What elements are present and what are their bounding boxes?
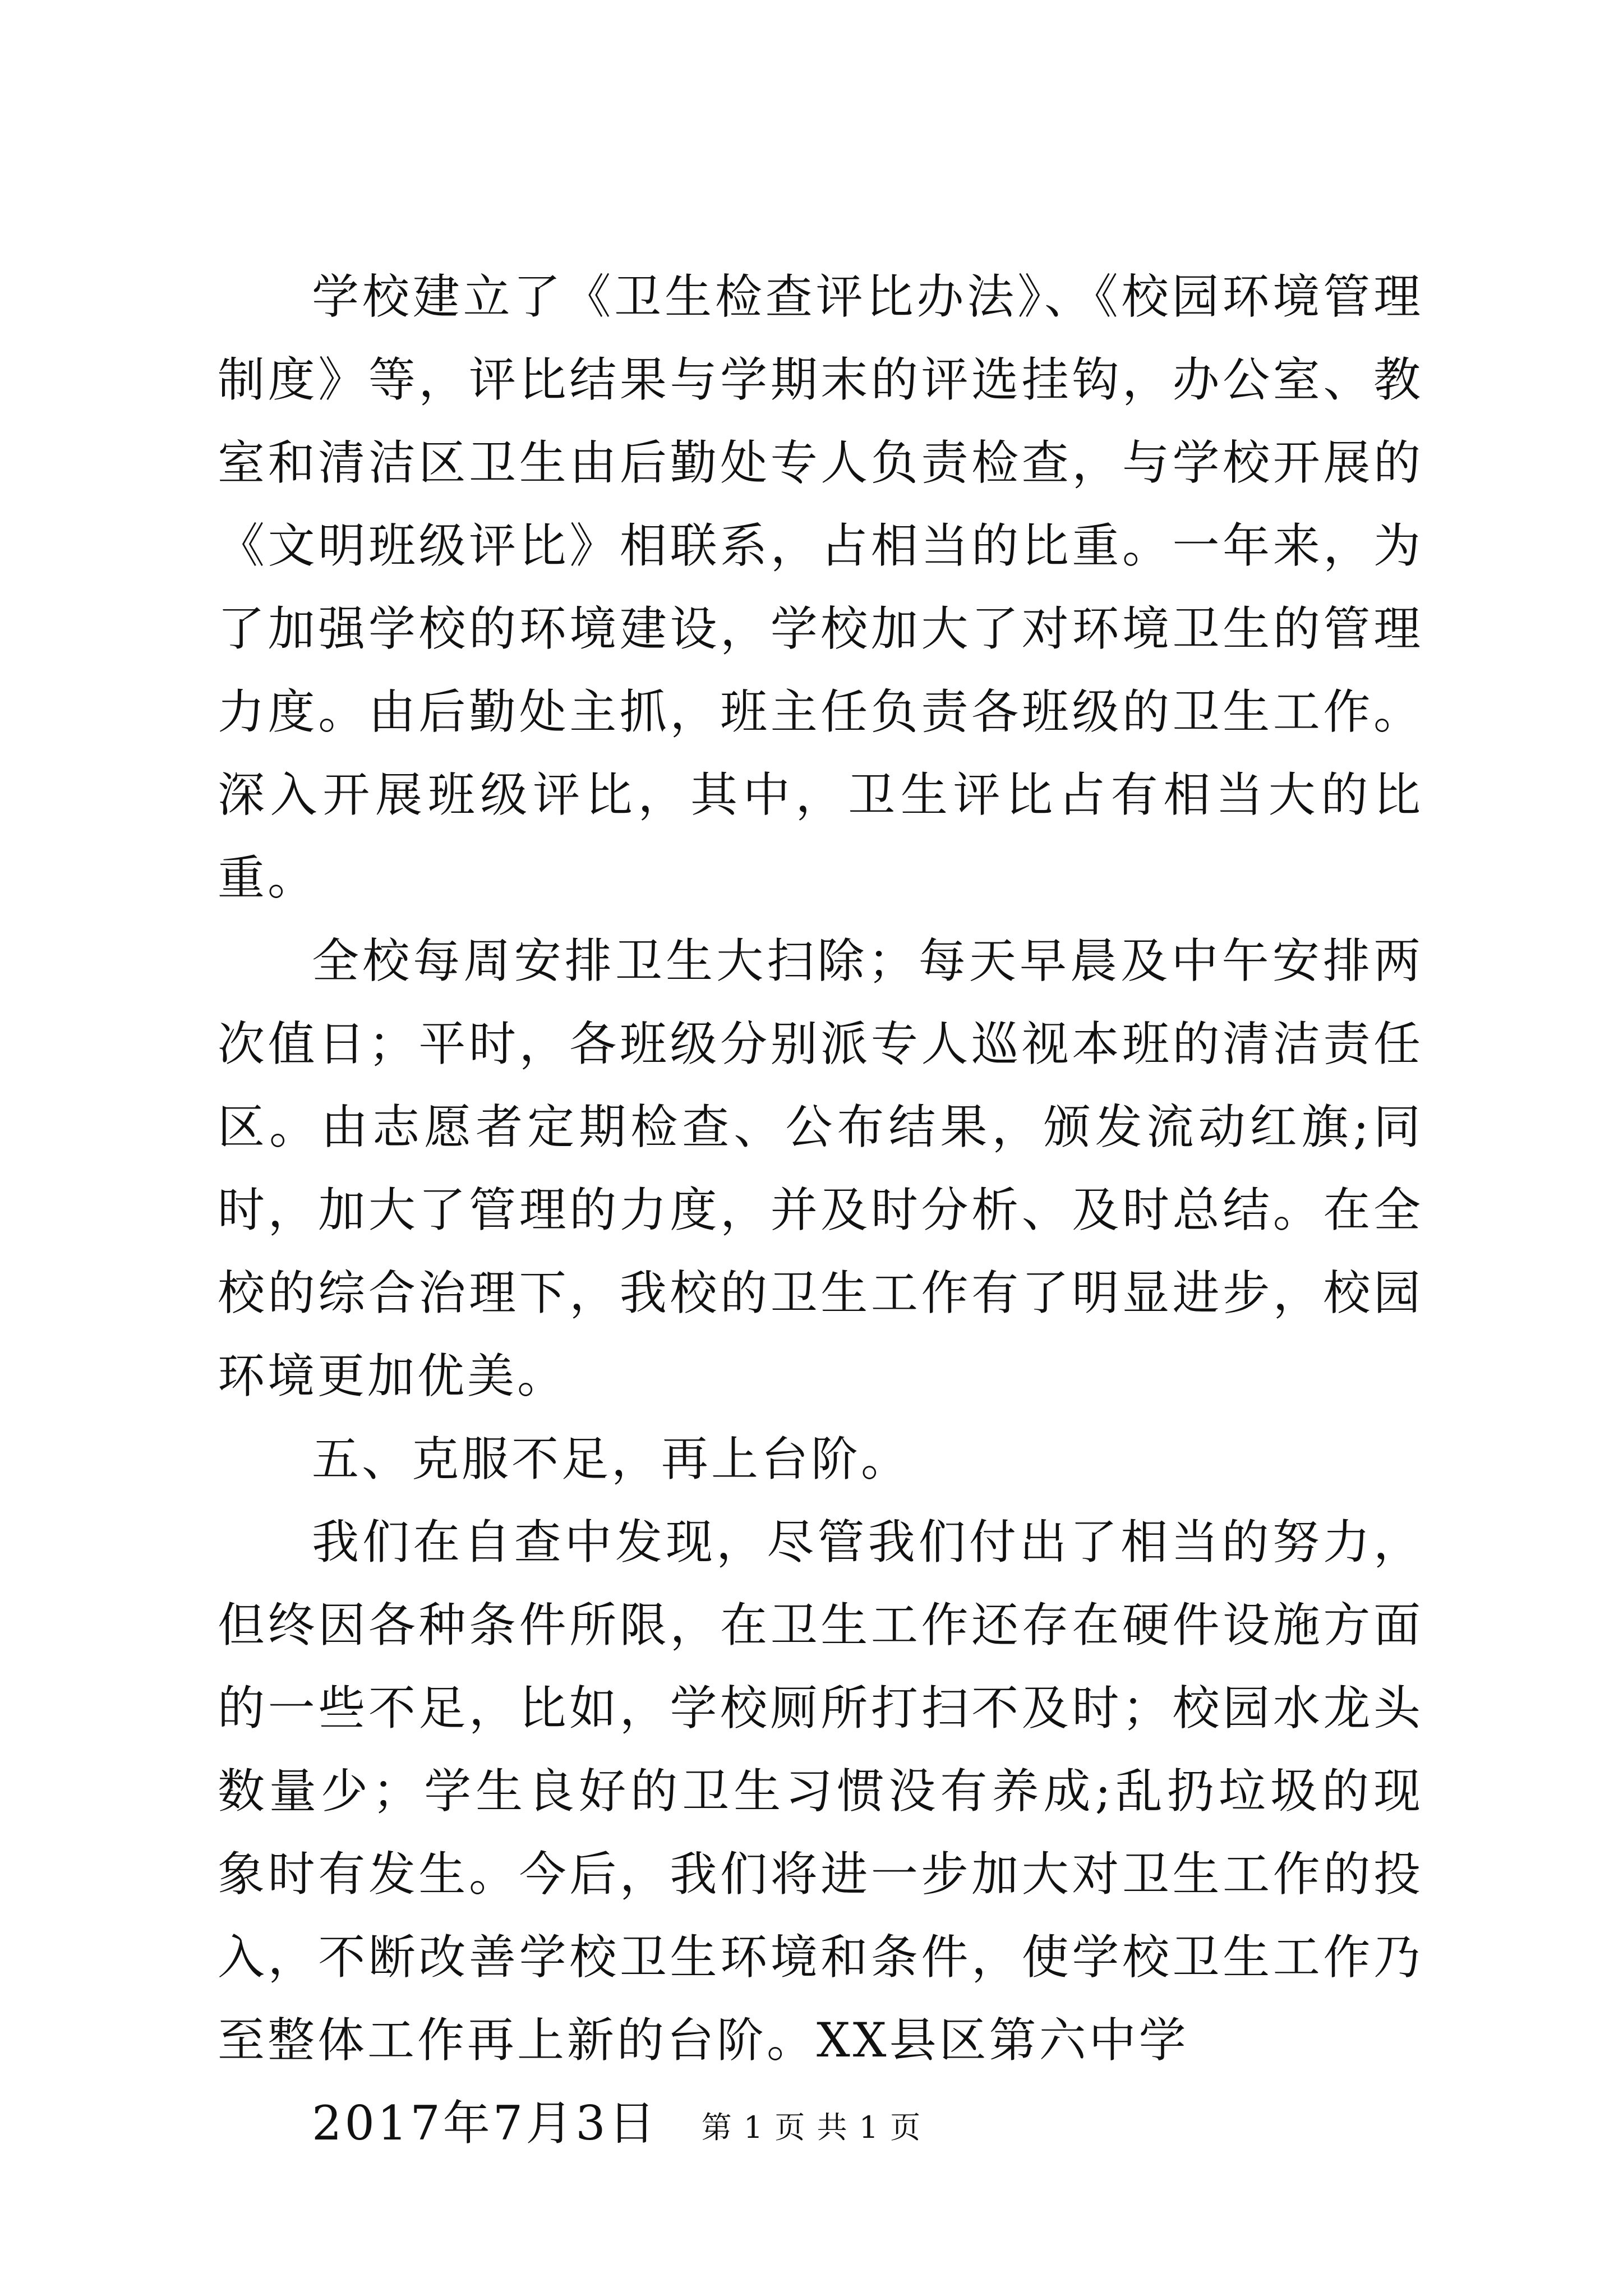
document-date: 2017年7月3日 <box>312 2096 658 2151</box>
paragraph-shortcomings: 我们在自查中发现，尽管我们付出了相当的努力，但终因各种条件所限，在卫生工作还存在硬件设施方面的一些不足，比如，学校厕所打扫不及时；校园水龙头数量少；学生良好的卫生习惯没有养成;乱扔垃圾的现象时有发生。今后，我们将进一步加大对卫生工作的投入，不断改善学校卫生环境和条件，使学校卫生工作乃至整体工作再上新的台阶。XX县区第六中学 <box>218 1515 1423 2068</box>
paragraph-cleaning-schedule: 全校每周安排卫生大扫除；每天早晨及中午安排两次值日；平时，各班级分别派专人巡视本班的清洁责任区。由志愿者定期检查、公布结果，颁发流动红旗;同时，加大了管理的力度，并及时分析、及时总结。在全校的综合治理下，我校的卫生工作有了明显进步，校园环境更加优美。 <box>218 933 1423 1404</box>
paragraph-sanitation-rules: 学校建立了《卫生检查评比办法》、《校园环境管理制度》等，评比结果与学期末的评选挂钩，办公室、教室和清洁区卫生由后勤处专人负责检查，与学校开展的《文明班级评比》相联系，占相当的比重。一年来，为了加强学校的环境建设，学校加大了对环境卫生的管理力度。由后勤处主抓，班主任负责各班级的卫生工作。深入开展班级评比，其中，卫生评比占有相当大的比重。 <box>218 269 1423 905</box>
document-body <box>218 255 1423 2165</box>
section-heading-five: 五、克服不足，再上台阶。 <box>312 1432 911 1487</box>
page-footer: 第 1 页 共 1 页 <box>701 2110 922 2145</box>
